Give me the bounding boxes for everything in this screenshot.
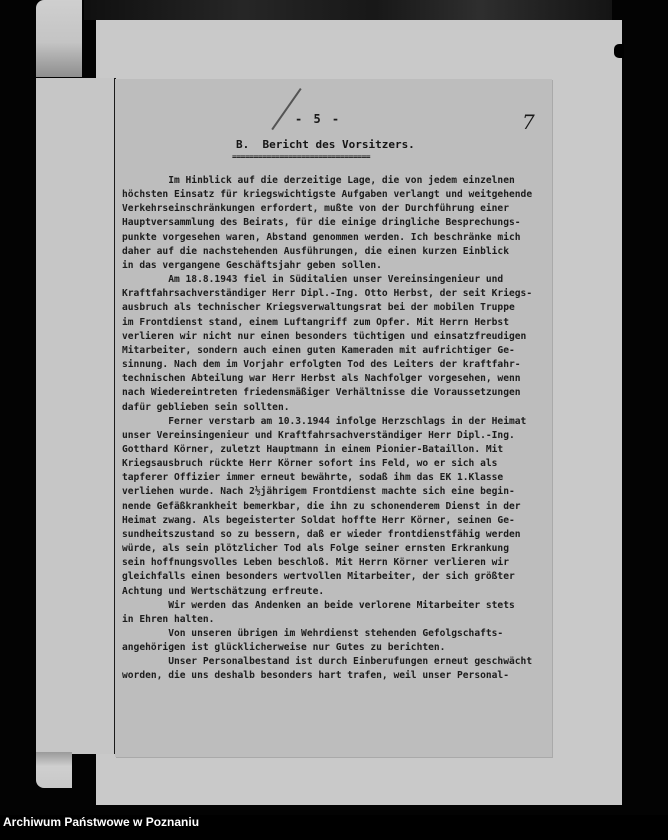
text-line: punkte vorgesehen waren, Abstand genommen werden. Ich beschränke mich <box>122 231 521 243</box>
text-line: Unser Personalbestand ist durch Einberufungen erneut geschwächt <box>122 656 533 668</box>
left-tab-lower <box>36 752 72 788</box>
text-line: sein hoffnungsvolles Leben beschloß. Mit Herrn Körner verlieren wir <box>122 557 509 569</box>
text-line: im Frontdienst stand, einem Luftangriff zum Opfer. Mit Herrn Herbst <box>122 316 509 328</box>
text-line: technischen Abteilung war Herr Herbst als Nachfolger vorgesehen, wenn <box>122 373 521 385</box>
text-line: Hauptversammlung des Beirats, für die einige dringliche Besprechungs- <box>122 217 521 229</box>
text-line: Verkehrseinschränkungen erfordert, mußte von der Durchführung einer <box>122 203 509 215</box>
text-line: Kraftfahrsachverständiger Herr Dipl.-Ing. Otto Herbst, der seit Kriegs- <box>122 288 533 300</box>
handwritten-folio-number: 7 <box>522 110 535 134</box>
text-line: daher auf die nachstehenden Ausführungen, die einen kurzen Einblick <box>122 245 509 257</box>
text-line: nende Gefäßkrankheit bemerkbar, die ihn zu schonenderem Dienst in der <box>122 500 521 512</box>
text-line: Von unseren übrigen im Wehrdienst stehenden Gefolgschafts- <box>122 628 504 639</box>
text-line: Heimat zwang. Als begeisterter Soldat hoffte Herr Körner, seinen Ge- <box>122 514 515 526</box>
top-film-edge <box>84 0 612 20</box>
text-line: Kriegsausbruch rückte Herr Körner sofort ins Feld, wo er sich als <box>122 458 498 470</box>
text-line: verlieren wir nicht nur einen besonders tüchtigen und einsatzfreudigen <box>122 330 527 342</box>
heading-underline: ================================ <box>232 152 371 161</box>
left-facing-page <box>36 78 116 754</box>
text-line: Im Hinblick auf die derzeitige Lage, die von jedem einzelnen <box>122 175 515 186</box>
text-line: unser Vereinsingenieur und Kraftfahrsachverständiger Herr Dipl.-Ing. <box>122 429 515 441</box>
archive-caption: Archiwum Państwowe w Poznaniu <box>3 815 200 829</box>
text-line: Am 18.8.1943 fiel in Süditalien unser Vereinsingenieur und <box>122 274 504 286</box>
text-line: Achtung und Wertschätzung erfreute. <box>122 585 325 597</box>
text-line: verliehen wurde. Nach 2½jährigem Frontdienst machte sich eine begin- <box>122 486 515 498</box>
text-line: in Ehren halten. <box>122 613 215 625</box>
section-heading: B. Bericht des Vorsitzers. <box>236 138 415 151</box>
text-line: ausbruch als technischer Kriegsverwaltungsrat bei der mobilen Truppe <box>122 302 515 314</box>
text-line: angehörigen ist glücklicherweise nur Gutes zu berichten. <box>122 642 446 654</box>
text-line: worden, die uns deshalb besonders hart trafen, weil unser Personal- <box>122 670 509 682</box>
text-line: in das vergangene Geschäftsjahr geben sollen. <box>122 259 382 271</box>
text-line: Mitarbeiter, sondern auch einen guten Kameraden mit aufrichtiger Ge- <box>122 344 515 356</box>
text-line: sinnung. Nach dem im Vorjahr erfolgten Tod des Leiters der kraftfahr- <box>122 359 521 371</box>
text-line: dafür geblieben sein sollten. <box>122 401 290 413</box>
text-line: würde, als sein plötzlicher Tod als Folge seiner ernsten Erkrankung <box>122 543 509 555</box>
page-number: - 5 - <box>295 112 342 126</box>
document-body <box>122 174 542 684</box>
text-line: Ferner verstarb am 10.3.1944 infolge Herzschlags in der Heimat <box>122 415 527 427</box>
text-line: gleichfalls einen besonders wertvollen Mitarbeiter, der sich größter <box>122 571 515 583</box>
text-line: tapferer Offizier immer erneut bewährte, sodaß ihm das EK 1.Klasse <box>122 472 504 484</box>
text-line: nach Wiedereintreten friedensmäßiger Verhältnisse die Voraussetzungen <box>122 387 521 399</box>
text-line: höchsten Einsatz für kriegswichtigste Aufgaben verlangt und weitgehende <box>122 189 533 201</box>
text-line: Wir werden das Andenken an beide verlorene Mitarbeiter stets <box>122 599 515 611</box>
text-line: Gotthard Körner, zuletzt Hauptmann in einem Pionier-Bataillon. Mit <box>122 443 504 455</box>
left-tab-upper <box>36 0 82 77</box>
text-line: sundheitszustand so zu bessern, daß er wieder frontdienstfähig werden <box>122 528 521 540</box>
sheet-notch <box>614 44 624 58</box>
